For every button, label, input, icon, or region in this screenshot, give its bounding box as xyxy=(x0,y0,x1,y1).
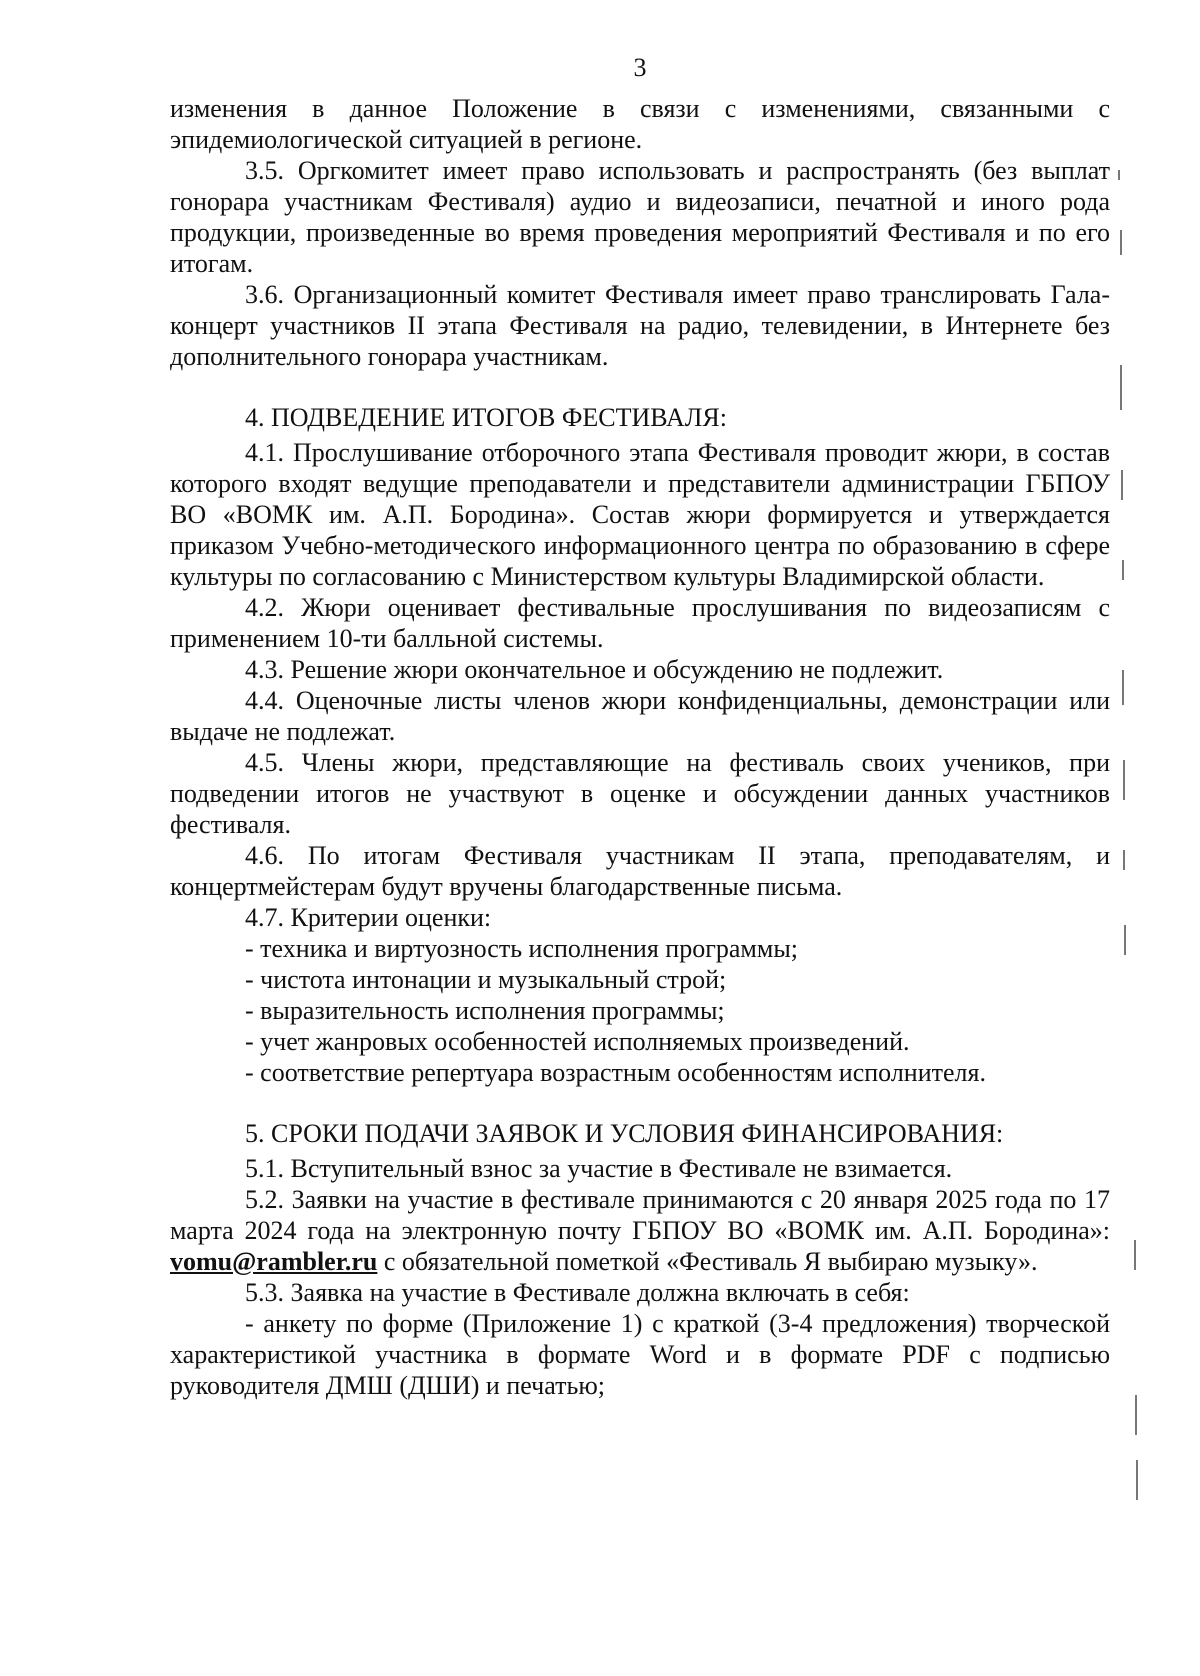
scan-edge-mark xyxy=(1134,1240,1136,1270)
section-4-heading: 4. ПОДВЕДЕНИЕ ИТОГОВ ФЕСТИВАЛЯ: xyxy=(245,403,727,432)
paragraph-5-1: 5.1. Вступительный взнос за участие в Фестивале не взимается. xyxy=(245,1154,953,1183)
paragraph-3-5: 3.5. Оргкомитет имеет право использовать и распространять (без выплат гонорара участникам Фестиваля) аудио и видеозаписи, печатной и иного рода продукции, произведенные во время проведения мероприятий Фестиваля и по его итогам. xyxy=(170,156,1110,278)
paragraph-5-2-text: 5.2. Заявки на участие в фестивале принимаются с 20 января 2025 года по 17 марта 2024 года на электронную почту ГБПОУ ВО «ВОМК им. А.П. Бородина»: xyxy=(170,1185,1110,1245)
scan-edge-mark xyxy=(1135,1395,1137,1435)
email-link[interactable]: vomu@rambler.ru xyxy=(170,1247,378,1276)
criteria-item: - техника и виртуозность исполнения программы; xyxy=(245,934,799,963)
paragraph-5-3-item: - анкету по форме (Приложение 1) с краткой (3-4 предложения) творческой характеристикой участника в формате Word и в формате PDF с подписью руководителя ДМШ (ДШИ) и печатью; xyxy=(170,1309,1110,1400)
paragraph-4-7: 4.7. Критерии оценки: xyxy=(245,903,492,932)
paragraph-5-3: 5.3. Заявка на участие в Фестивале должна включать в себя: xyxy=(245,1278,910,1307)
criteria-item: - чистота интонации и музыкальный строй; xyxy=(245,965,727,994)
scan-edge-mark xyxy=(1120,230,1122,255)
scan-edge-mark xyxy=(1121,470,1123,500)
paragraph-4-6: 4.6. По итогам Фестиваля участникам II этапа, преподавателям, и концертмейстерам будут вручены благодарственные письма. xyxy=(170,841,1110,901)
paragraph-4-1: 4.1. Прослушивание отборочного этапа Фестиваля проводит жюри, в состав которого входят ведущие преподаватели и представители администрации ГБПОУ ВО «ВОМК им. А.П. Бородина». Состав жюри формируется и утверждается приказом Учебно-методического информационного центра по образованию в сфере культуры по согласованию с Министерством культуры Владимирской области. xyxy=(170,438,1110,591)
scan-edge-mark xyxy=(1118,170,1120,180)
paragraph-continuation: изменения в данное Положение в связи с изменениями, связанными с эпидемиологической ситуацией в регионе. xyxy=(170,94,1110,154)
criteria-item: - соответствие репертуара возрастным особенностям исполнителя. xyxy=(245,1058,986,1087)
paragraph-4-4: 4.4. Оценочные листы членов жюри конфиденциальны, демонстрации или выдаче не подлежат. xyxy=(170,686,1110,746)
criteria-item: - выразительность исполнения программы; xyxy=(245,996,725,1025)
page-number: 3 xyxy=(633,53,647,82)
scan-edge-mark xyxy=(1122,560,1124,580)
criteria-item: - учет жанровых особенностей исполняемых произведений. xyxy=(245,1027,910,1056)
scan-edge-mark xyxy=(1122,670,1124,705)
document-page xyxy=(170,52,1110,1401)
paragraph-4-2: 4.2. Жюри оценивает фестивальные прослушивания по видеозаписям с применением 10-ти балльной системы. xyxy=(170,593,1110,653)
paragraph-3-6: 3.6. Организационный комитет Фестиваля имеет право транслировать Гала-концерт участников II этапа Фестиваля на радио, телевидении, в Интернете без дополнительного гонорара участникам. xyxy=(170,280,1110,371)
paragraph-4-5: 4.5. Члены жюри, представляющие на фестиваль своих учеников, при подведении итогов не участвуют в оценке и обсуждении данных участников фестиваля. xyxy=(170,748,1110,839)
scan-edge-mark xyxy=(1120,365,1122,410)
scan-edge-mark xyxy=(1124,925,1126,955)
section-5-heading: 5. СРОКИ ПОДАЧИ ЗАЯВОК И УСЛОВИЯ ФИНАНСИРОВАНИЯ: xyxy=(245,1119,1004,1148)
scan-edge-mark xyxy=(1123,760,1125,800)
paragraph-5-2 xyxy=(170,1184,1110,1277)
scan-edge-mark xyxy=(1123,850,1125,870)
paragraph-5-2-tail: с обязательной пометкой «Фестиваль Я выбираю музыку». xyxy=(377,1247,1038,1276)
scan-edge-mark xyxy=(1136,1460,1138,1500)
paragraph-4-3: 4.3. Решение жюри окончательное и обсуждению не подлежит. xyxy=(245,655,944,684)
